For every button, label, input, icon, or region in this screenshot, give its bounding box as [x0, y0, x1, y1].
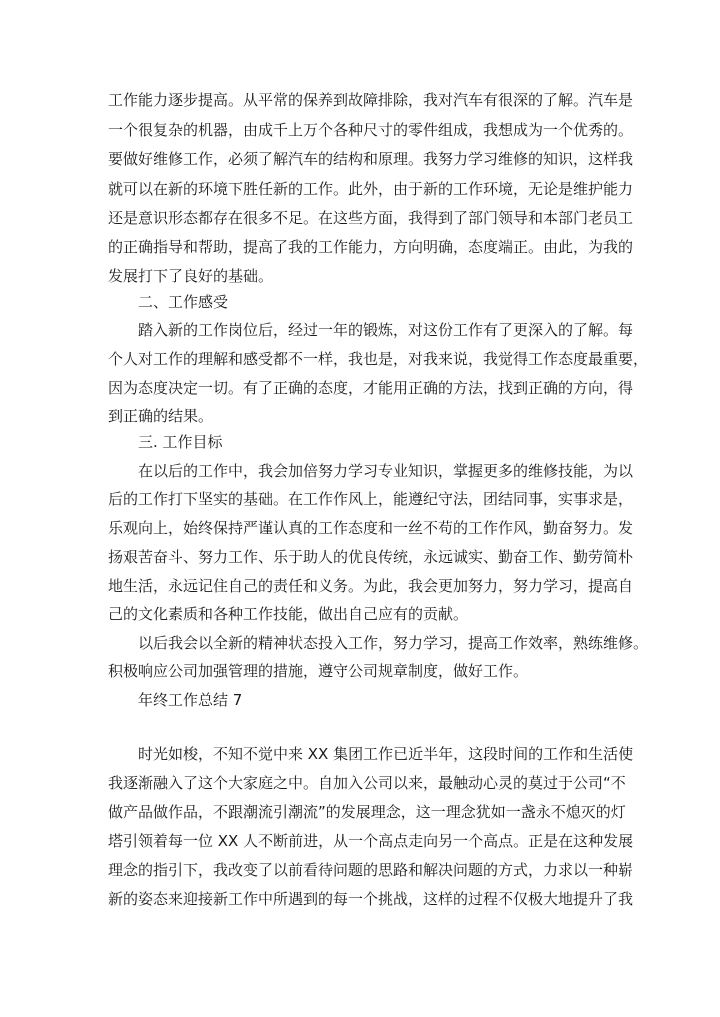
paragraph-line: 就可以在新的环境下胜任新的工作。此外，由于新的工作环境，无论是维护能力	[108, 180, 634, 198]
paragraph-line: 一个很复杂的机器，由成千上万个各种尺寸的零件组成，我想成为一个优秀的。	[108, 121, 634, 139]
paragraph-line: 还是意识形态都存在很多不足。在这些方面，我得到了部门领导和本部门老员工	[108, 209, 634, 227]
paragraph-line: 积极响应公司加强管理的措施，遵守公司规章制度，做好工作。	[108, 662, 529, 680]
paragraph-line: 扬艰苦奋斗、努力工作、乐于助人的优良传统，永远诚实、勤奋工作、勤劳简朴	[108, 548, 634, 566]
paragraph-line: 我逐渐融入了这个大家庭之中。自加入公司以来，最触动心灵的莫过于公司“不	[108, 774, 626, 792]
paragraph-line: 新的姿态来迎接新工作中所遇到的每一个挑战，这样的过程不仅极大地提升了我	[108, 890, 634, 908]
paragraph-line: 因为态度决定一切。有了正确的态度，才能用正确的方法，找到正确的方向，得	[108, 379, 634, 397]
paragraph-line: 乐观向上，始终保持严谨认真的工作态度和一丝不苟的工作作风，勤奋努力。发	[108, 519, 634, 537]
section-heading-work-goals: 三. 工作目标	[138, 433, 223, 451]
paragraph-line: 在以后的工作中，我会加倍努力学习专业知识，掌握更多的维修技能，为以	[138, 462, 634, 480]
paragraph-line: 地生活，永远记住自己的责任和义务。为此，我会更加努力，努力学习，提高自	[108, 577, 634, 595]
paragraph-line: 发展打下了良好的基础。	[108, 267, 274, 285]
paragraph-line: 塔引领着每一位 XX 人不断前进，从一个高点走向另一个高点。正是在这种发展	[108, 832, 634, 850]
paragraph-line: 要做好维修工作，必须了解汽车的结构和原理。我努力学习维修的知识，这样我	[108, 150, 634, 168]
summary-title: 年终工作总结 7	[138, 691, 243, 709]
paragraph-line: 后的工作打下坚实的基础。在工作作风上，能遵纪守法，团结同事，实事求是，	[108, 490, 634, 508]
paragraph-line: 的正确指导和帮助，提高了我的工作能力，方向明确，态度端正。由此，为我的	[108, 238, 634, 256]
paragraph-line: 己的文化素质和各种工作技能，做出自己应有的贡献。	[108, 605, 469, 623]
paragraph-line: 做产品做作品，不跟潮流引潮流”的发展理念，这一理念犹如一盏永不熄灭的灯	[108, 803, 626, 821]
section-heading-work-feelings: 二、工作感受	[138, 293, 229, 311]
paragraph-line: 以后我会以全新的精神状态投入工作，努力学习，提高工作效率，熟练维修。	[138, 634, 649, 652]
paragraph-line: 到正确的结果。	[108, 407, 214, 425]
paragraph-line: 时光如梭，不知不觉中来 XX 集团工作已近半年，这段时间的工作和生活使	[138, 745, 634, 763]
paragraph-line: 工作能力逐步提高。从平常的保养到故障排除，我对汽车有很深的了解。汽车是	[108, 91, 634, 109]
paragraph-line: 理念的指引下，我改变了以前看待问题的思路和解决问题的方式，力求以一种崭	[108, 861, 634, 879]
paragraph-line: 踏入新的工作岗位后，经过一年的锻炼，对这份工作有了更深入的了解。每	[138, 321, 634, 339]
paragraph-line: 个人对工作的理解和感受都不一样，我也是，对我来说，我觉得工作态度最重要，	[108, 350, 649, 368]
